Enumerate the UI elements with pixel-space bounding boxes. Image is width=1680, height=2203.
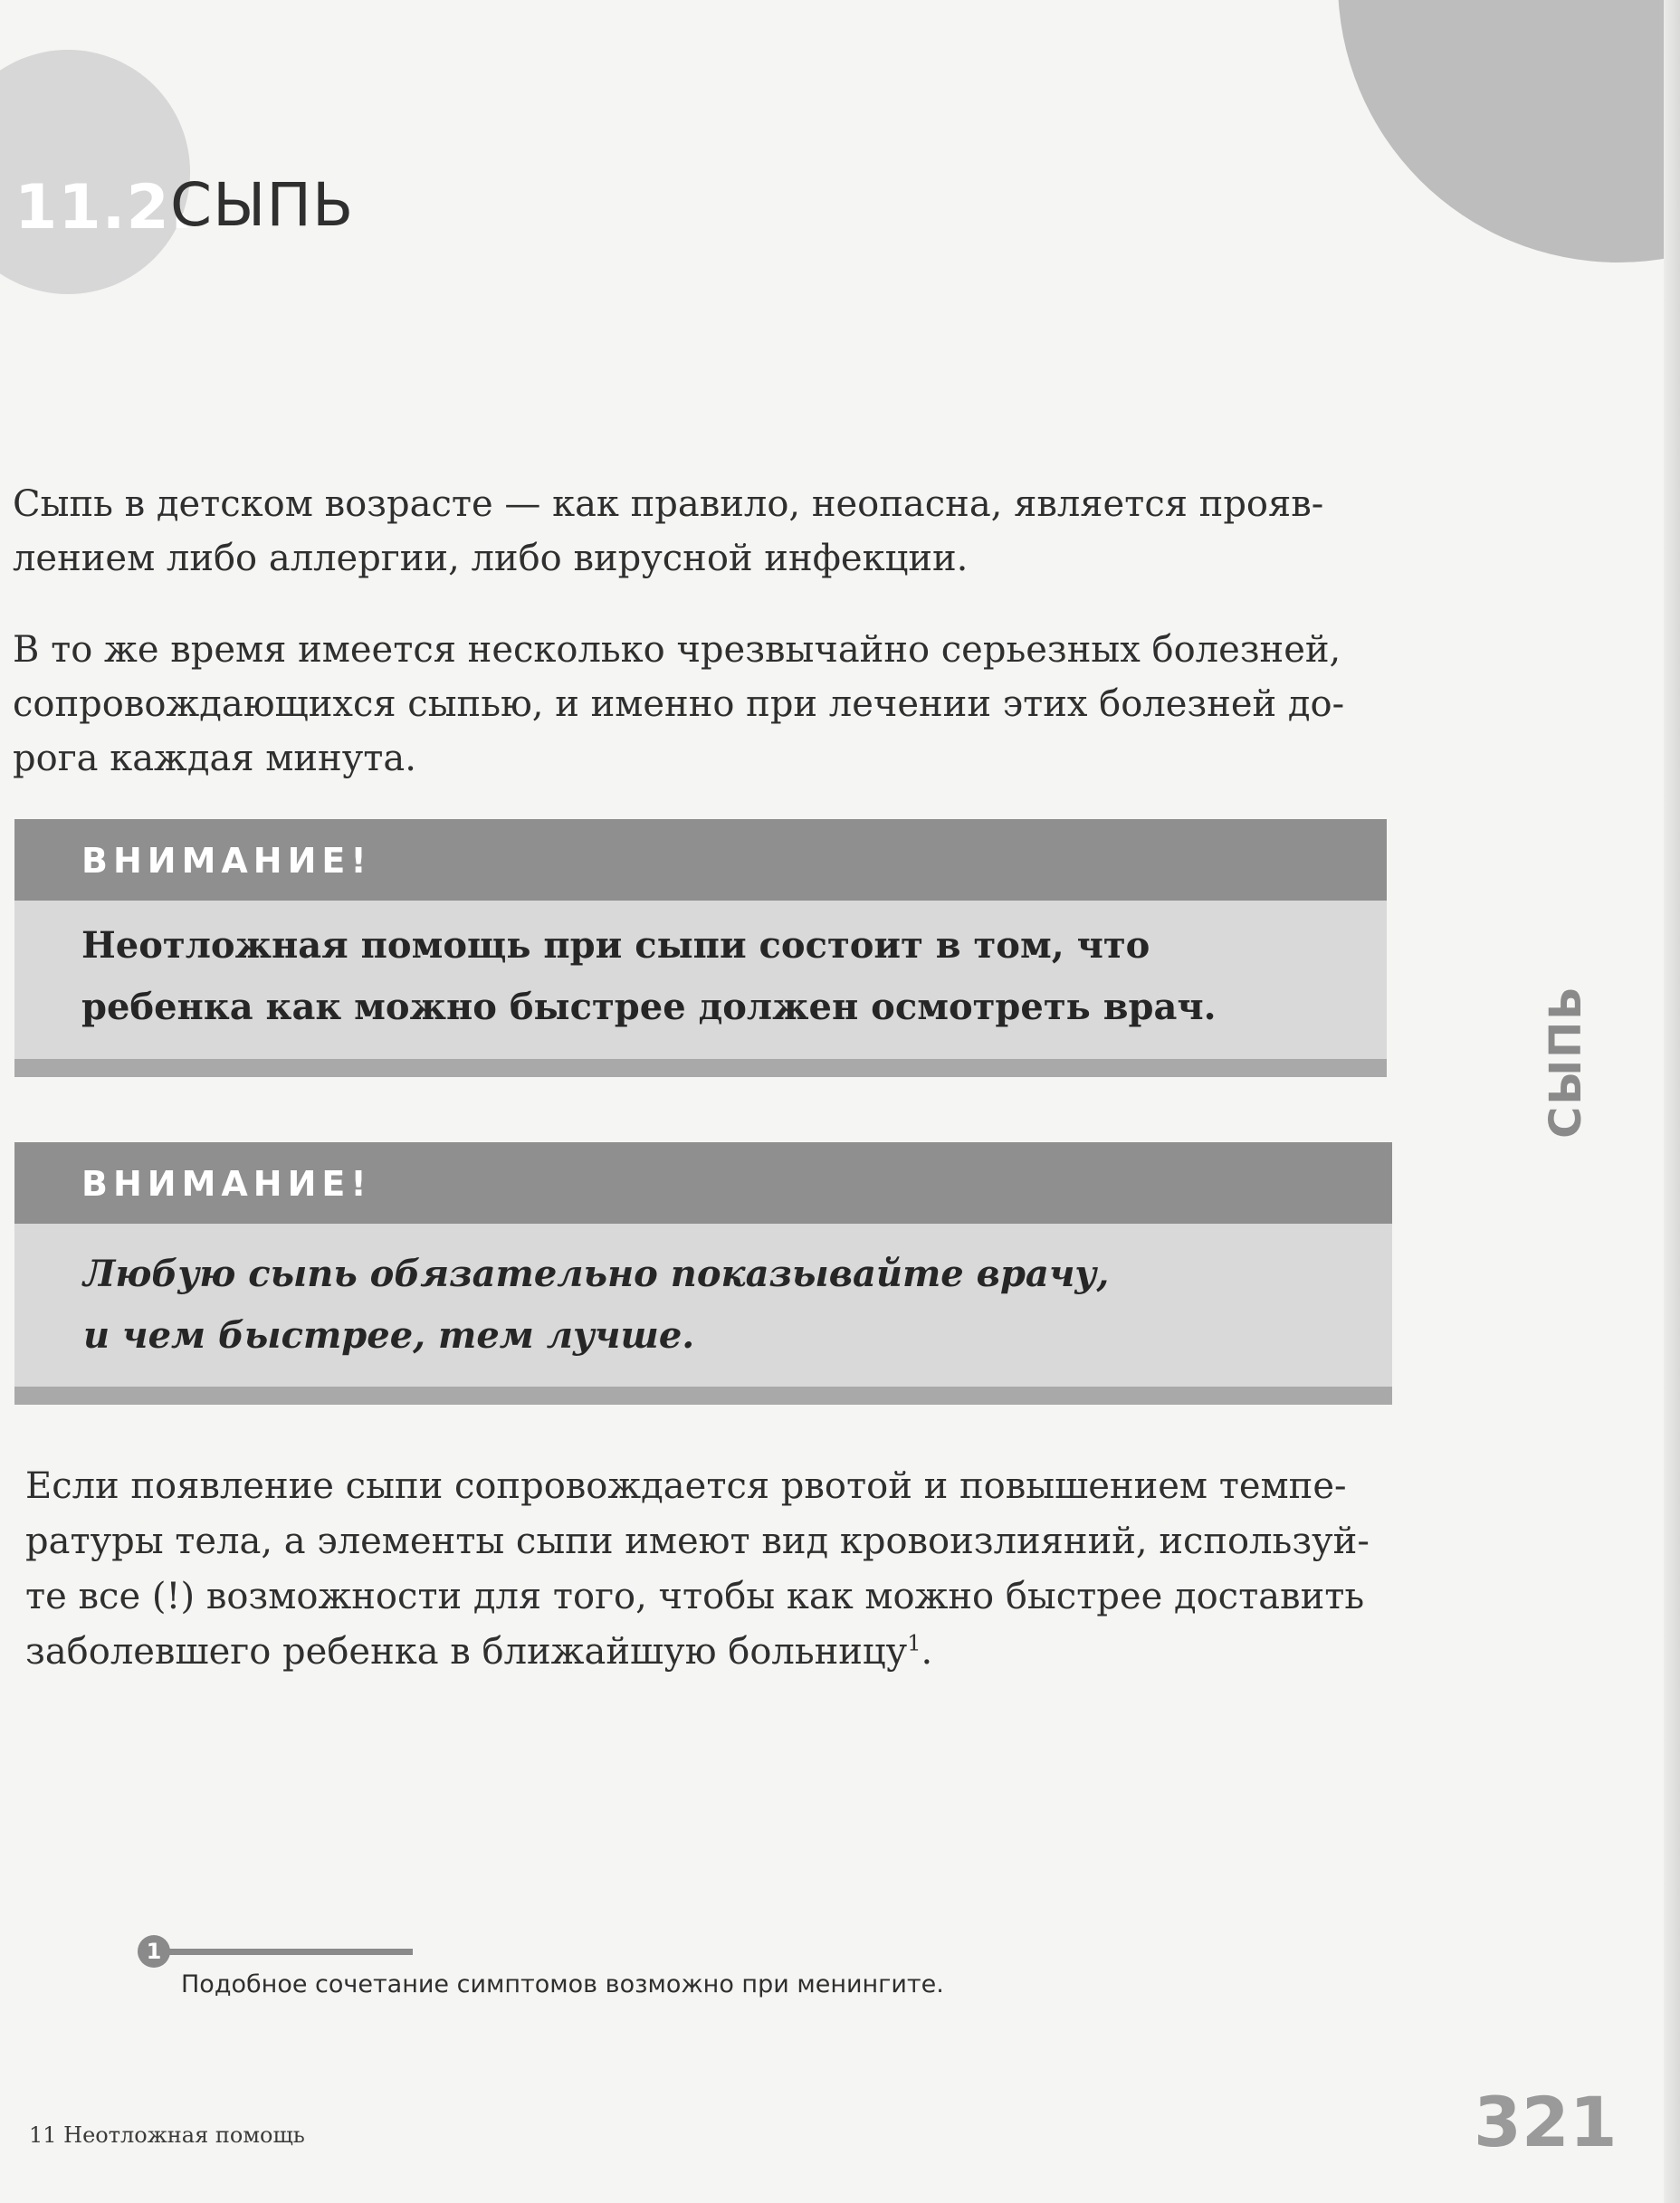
attention-box-2 [14,1142,1392,1405]
attention-text [81,915,1217,1038]
text-line: сопровождающихся сыпью, и именно при лечении этих болезней до- [13,683,1345,725]
footnote-marker: 1 [138,1935,170,1968]
text-line: ратуры тела, а элементы сыпи имеют вид кровоизлияний, используй- [25,1521,1370,1562]
attention-bottom-bar [14,1387,1392,1405]
text-segment: заболевшего ребенка в ближайшую больницу [25,1631,908,1673]
text-line [25,1625,1401,1680]
text-line: Любую сыпь обязательно показывайте врачу, [83,1253,1110,1295]
paragraph-emergency [25,1459,1401,1680]
footnote-text: Подобное сочетание симптомов возможно при менингите. [181,1970,944,1998]
text-line: Если появление сыпи сопровождается рвотой и повышением темпе- [25,1465,1347,1507]
side-tab-label: СЫПЬ [1541,985,1591,1139]
text-line: те все (!) возможности для того, чтобы как можно быстрее доставить [25,1576,1365,1617]
attention-label: ВНИМАНИЕ! [81,841,372,881]
footnote-rule [168,1949,413,1955]
section-number: 11.2. [14,172,195,243]
page-number: 321 [1474,2082,1618,2162]
attention-box-1 [14,819,1387,1077]
attention-text [83,1244,1109,1367]
attention-bottom-bar [14,1059,1387,1077]
text-line: и чем быстрее, тем лучше. [83,1314,695,1357]
side-tab [1530,985,1602,1139]
footnote-reference: 1 [907,1630,921,1656]
paragraph-serious-diseases [13,623,1370,786]
text-segment: . [921,1631,933,1673]
running-footer-chapter: 11 Неотложная помощь [29,2122,305,2148]
text-line: лением либо аллергии, либо вирусной инфекции. [13,538,969,579]
attention-label: ВНИМАНИЕ! [81,1164,372,1204]
paragraph-intro [13,477,1370,586]
section-title: СЫПЬ [170,170,355,240]
text-line: рога каждая минута. [13,738,416,779]
text-line: В то же время имеется несколько чрезвычайно серьезных болезней, [13,629,1341,671]
page-edge [1664,0,1680,2203]
text-line: ребенка как можно быстрее должен осмотреть врач. [81,986,1217,1028]
text-line: Сыпь в детском возрасте — как правило, неопасна, является прояв- [13,483,1324,525]
text-line: Неотложная помощь при сыпи состоит в том, что [81,924,1150,967]
decorative-circle-top-right [1338,0,1680,262]
